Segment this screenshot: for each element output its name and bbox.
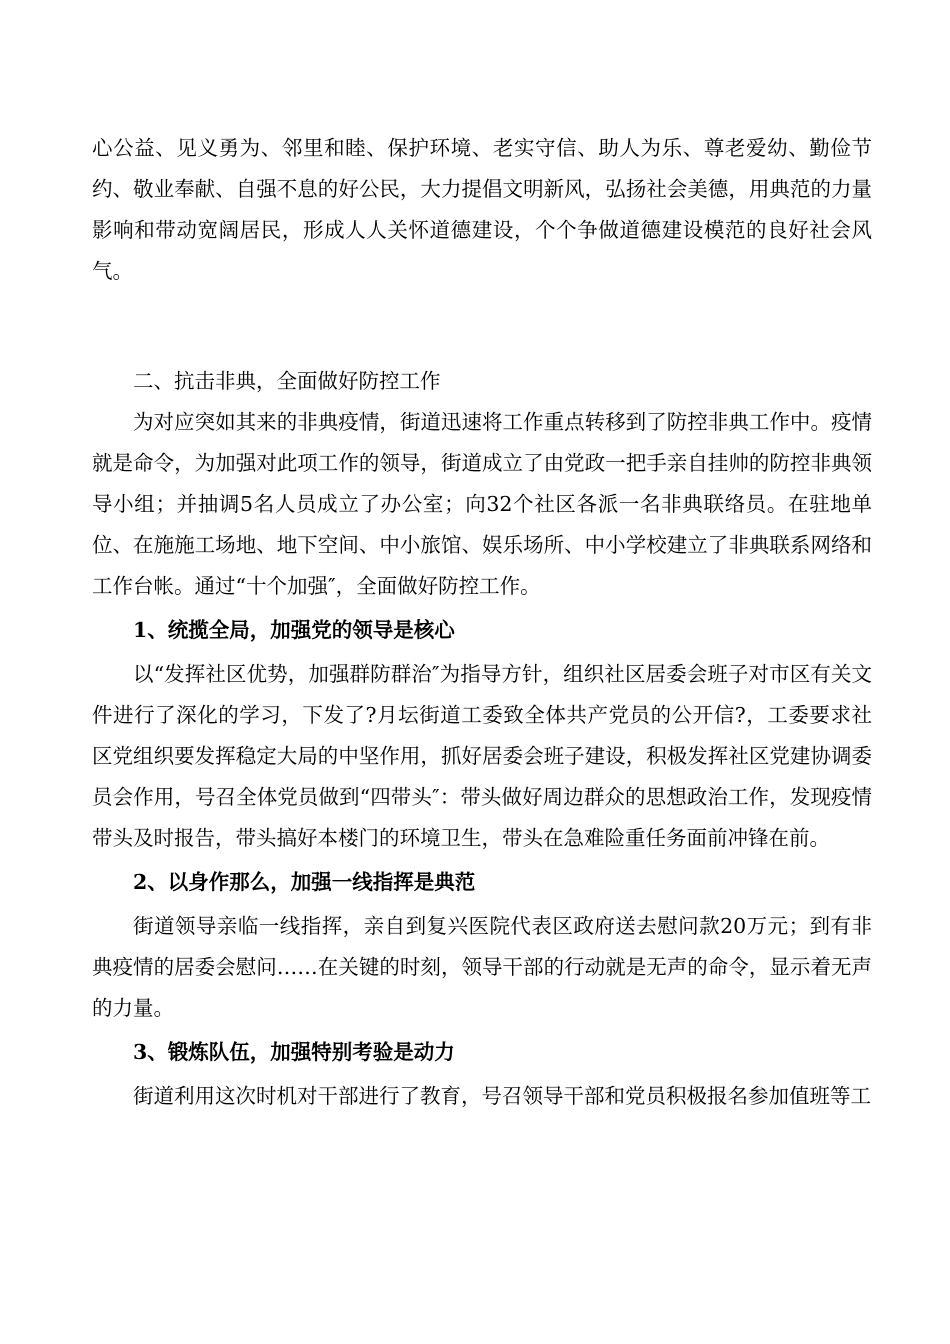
subsection-heading-1: 1、统揽全局，加强党的领导是核心 (133, 618, 455, 642)
section-paragraph: 为对应突如其来的非典疫情，街道迅速将工作重点转移到了防控非典工作中。疫情就是命令，为加强对此项工作的领导，街道成立了由党政一把手亲自挂帅的防控非典领导小组；并抽调5名人员成立了办公室；向32个社区各派一名非典联络员。在驻地单位、在施施工场地、地下空间、中小旅馆、娱乐场所、中小学校建立了非典联系网络和工作台帐。通过“十个加强″，全面做好防控工作。 (92, 410, 872, 598)
document-page (92, 128, 872, 1117)
subsection-heading-2: 2、以身作那么，加强一线指挥是典范 (133, 870, 476, 894)
section-heading: 二、抗击非典，全面做好防控工作 (133, 369, 441, 393)
subsection-body-3: 街道利用这次时机对干部进行了教育，号召领导干部和党员积极报名参加值班等工 (133, 1084, 871, 1108)
intro-paragraph: 心公益、见义勇为、邻里和睦、保护环境、老实守信、助人为乐、尊老爱幼、勤俭节约、敬业奉献、自强不息的好公民，大力提倡文明新风，弘扬社会美德，用典范的力量影响和带动宽阔居民，形成人人关怀道德建设，个个争做道德建设模范的良好社会风气。 (92, 136, 872, 283)
subsection-body-2: 街道领导亲临一线指挥，亲自到复兴医院代表区政府送去慰问款20万元；到有非典疫情的居委会慰问……在关键的时刻，领导干部的行动就是无声的命令，显示着无声的力量。 (92, 914, 872, 1020)
subsection-heading-3: 3、锻炼队伍，加强特别考验是动力 (133, 1040, 455, 1064)
subsection-body-1: 以“发挥社区优势，加强群防群治″为指导方针，组织社区居委会班子对市区有关文件进行了深化的学习，下发了?月坛街道工委致全体共产党员的公开信?，工委要求社区党组织要发挥稳定大局的中坚作用，抓好居委会班子建设，积极发挥社区党建协调委员会作用，号召全体党员做到“四带头″：带头做好周边群众的思想政治工作，发现疫情带头及时报告，带头搞好本楼门的环境卫生，带头在急难险重任务面前冲锋在前。 (92, 662, 872, 850)
